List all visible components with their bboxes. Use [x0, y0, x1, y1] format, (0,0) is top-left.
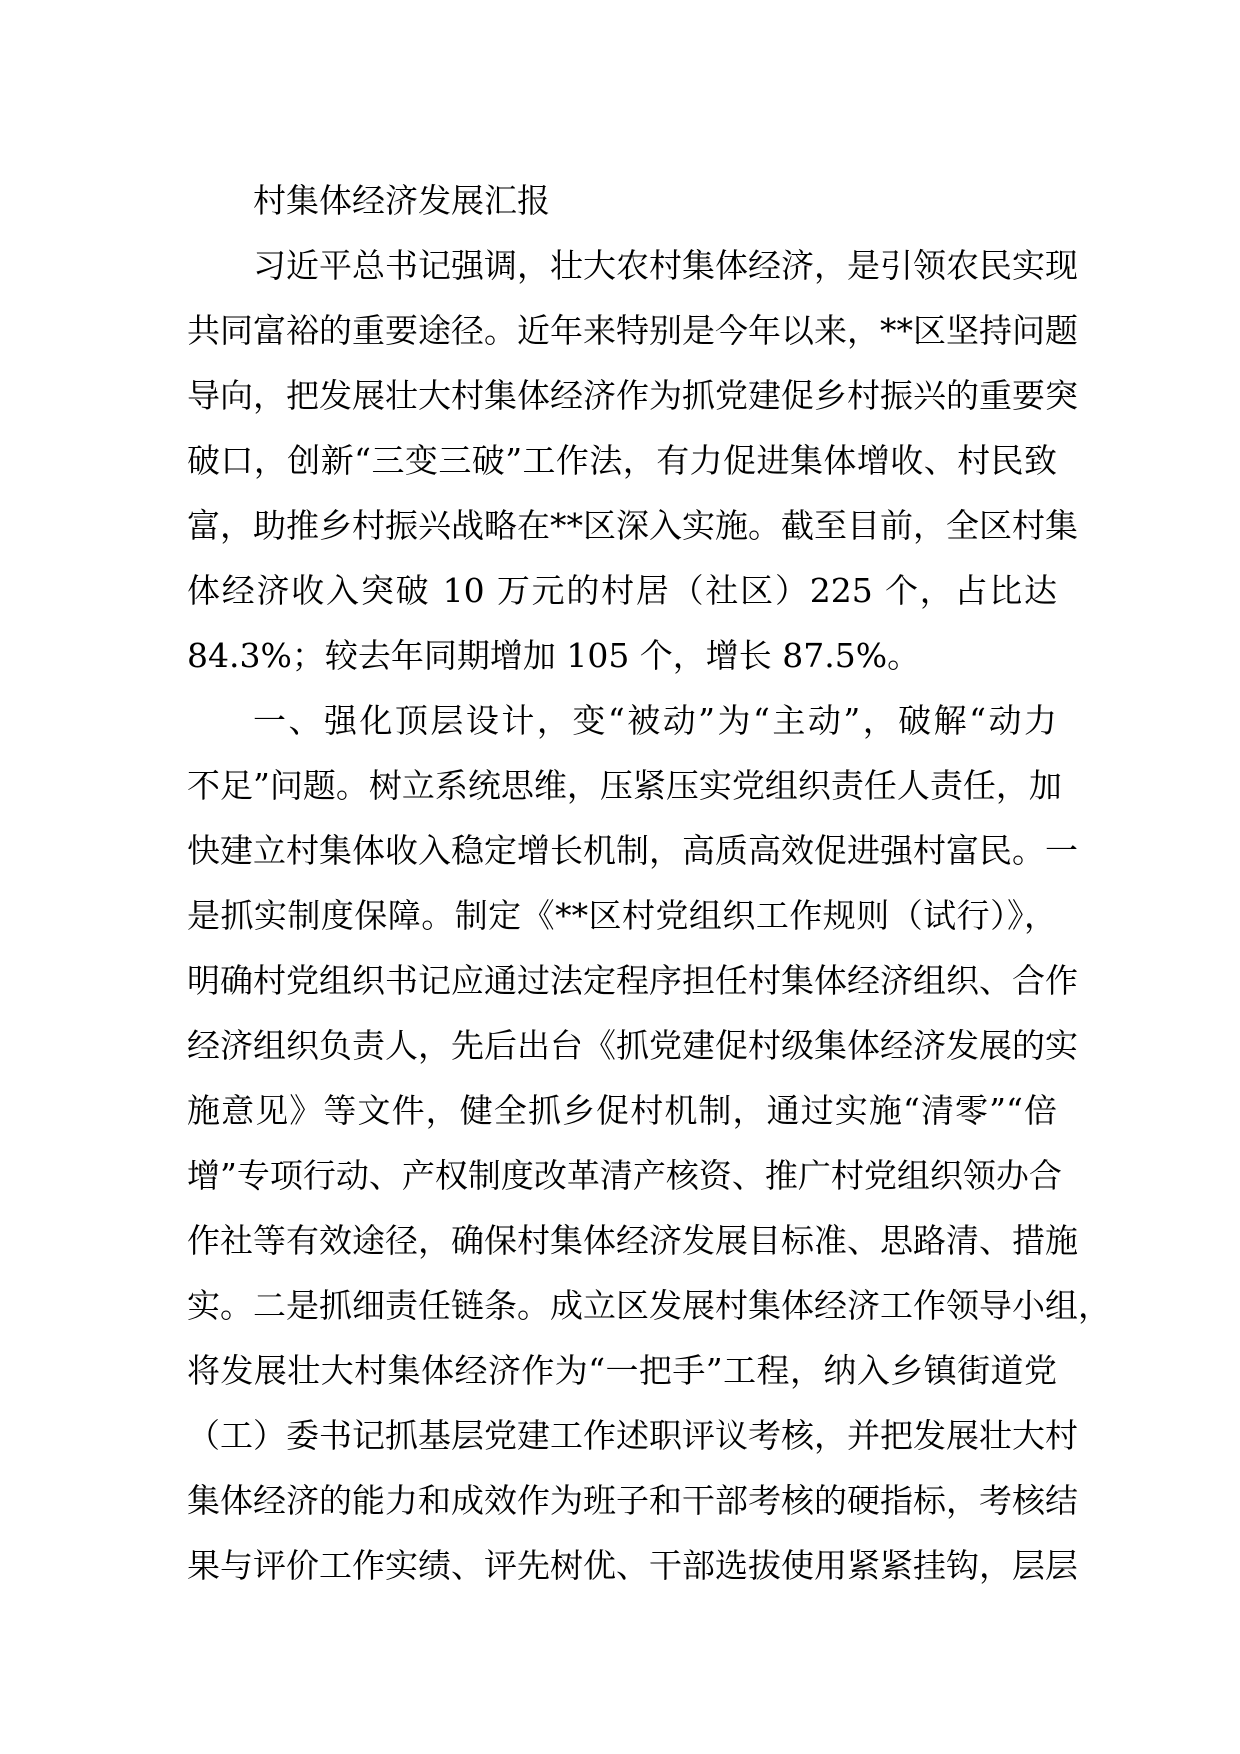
text-line: 84.3%；较去年同期增加 105 个，增长 87.5%。	[187, 636, 921, 675]
text-line: 施意见》等文件，健全抓乡促村机制，通过实施“清零”“倍	[187, 1091, 1057, 1130]
text-line: 增”专项行动、产权制度改革清产核资、推广村党组织领办合	[187, 1156, 1062, 1195]
text-line: 将发展壮大村集体经济作为“一把手”工程，纳入乡镇街道党	[187, 1351, 1057, 1390]
text-line: 一、强化顶层设计，变“被动”为“主动”，破解“动力	[253, 701, 1057, 740]
text-line: 不足”问题。树立系统思维，压紧压实党组织责任人责任，加	[187, 766, 1062, 805]
text-line: 习近平总书记强调，壮大农村集体经济，是引领农民实现	[253, 246, 1078, 285]
document-title: 村集体经济发展汇报	[253, 181, 550, 220]
text-line: 是抓实制度保障。制定《**区村党组织工作规则（试行）》，	[187, 896, 1057, 935]
text-line: 共同富裕的重要途径。近年来特别是今年以来，**区坚持问题	[187, 311, 1078, 350]
text-line: （工）委书记抓基层党建工作述职评议考核，并把发展壮大村	[187, 1416, 1078, 1455]
text-line: 快建立村集体收入稳定增长机制，高质高效促进强村富民。一	[187, 831, 1078, 870]
text-line: 集体经济的能力和成效作为班子和干部考核的硬指标，考核结	[187, 1481, 1078, 1520]
text-line: 经济组织负责人，先后出台《抓党建促村级集体经济发展的实	[187, 1026, 1078, 1065]
text-line: 实。二是抓细责任链条。成立区发展村集体经济工作领导小组，	[187, 1286, 1111, 1325]
text-line: 果与评价工作实绩、评先树优、干部选拔使用紧紧挂钩，层层	[187, 1546, 1078, 1585]
document-body	[187, 168, 1111, 1598]
text-line: 作社等有效途径，确保村集体经济发展目标准、思路清、措施	[187, 1221, 1078, 1260]
text-line: 明确村党组织书记应通过法定程序担任村集体经济组织、合作	[187, 961, 1078, 1000]
text-line: 破口，创新“三变三破”工作法，有力促进集体增收、村民致	[187, 441, 1057, 480]
text-line: 导向，把发展壮大村集体经济作为抓党建促乡村振兴的重要突	[187, 376, 1078, 415]
text-line: 富，助推乡村振兴战略在**区深入实施。截至目前，全区村集	[187, 506, 1078, 545]
text-line: 体经济收入突破 10 万元的村居（社区）225 个，占比达	[187, 571, 1057, 610]
